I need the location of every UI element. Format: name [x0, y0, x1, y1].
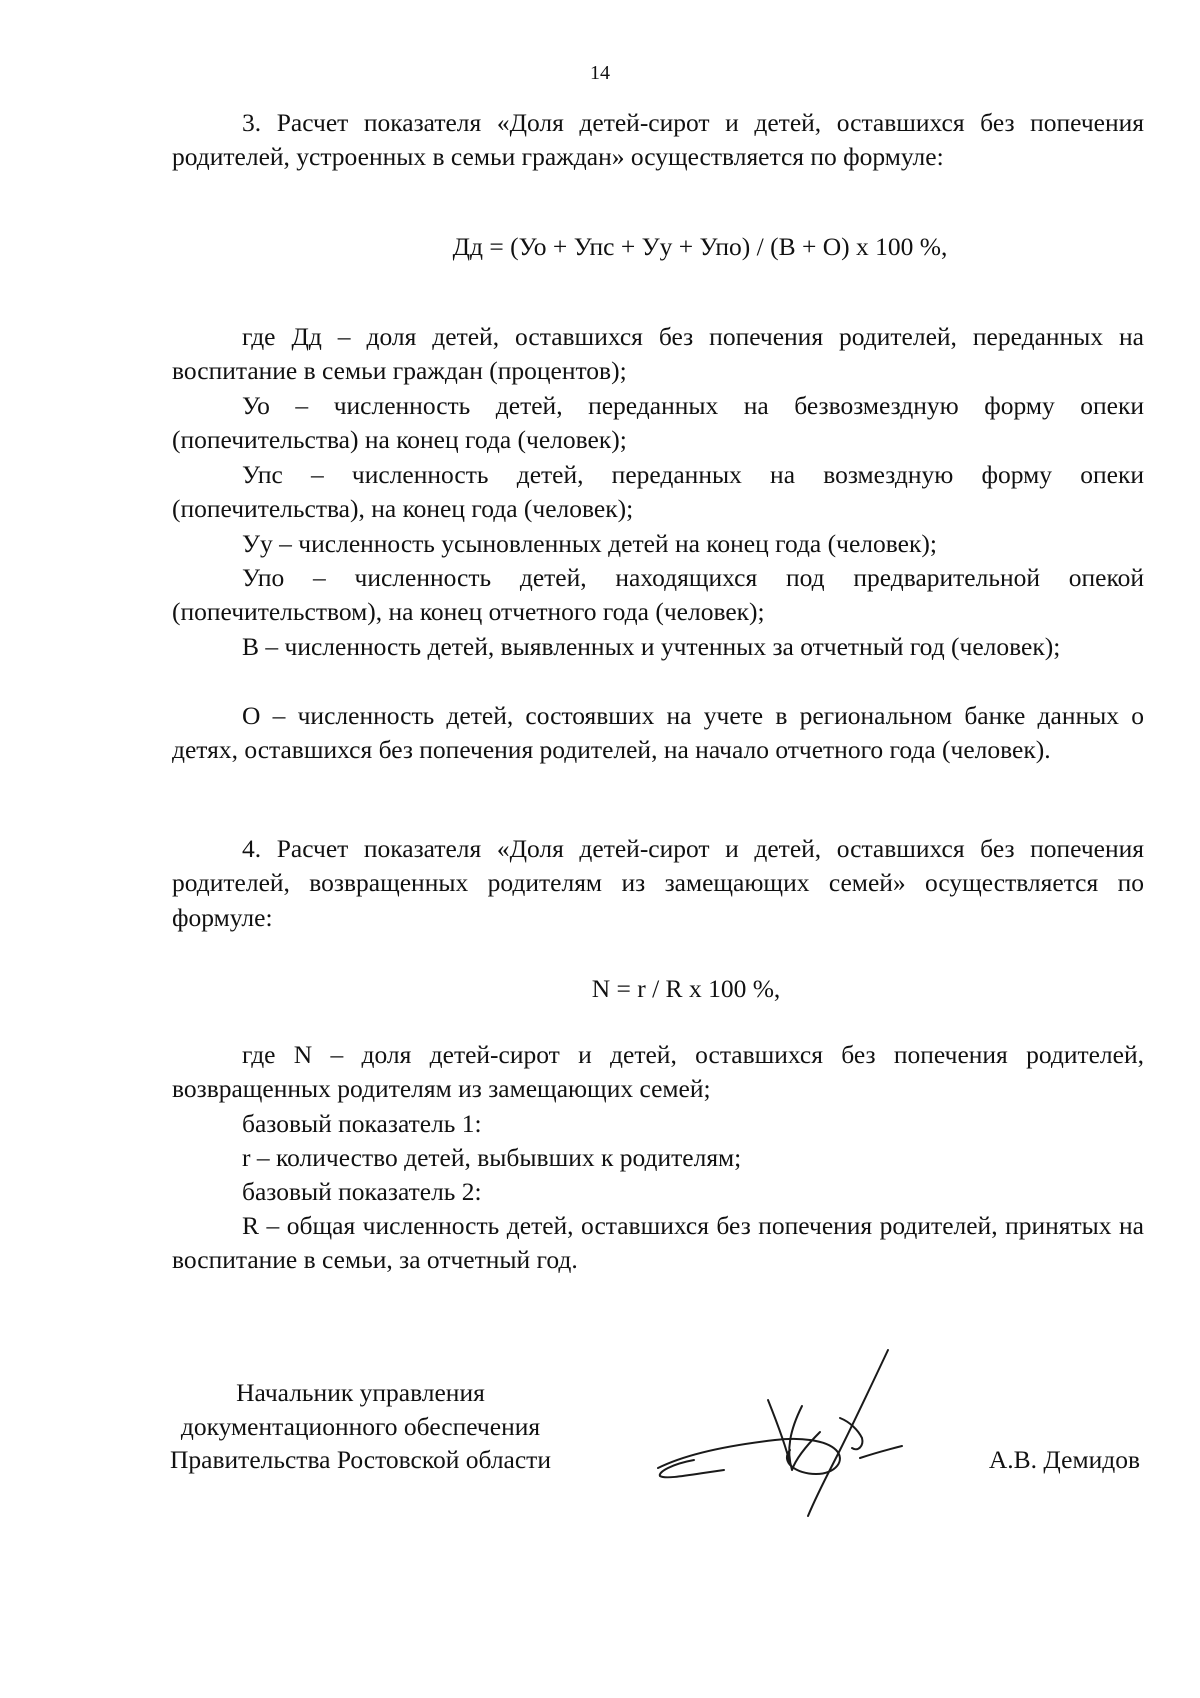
base-indicator-1: базовый показатель 1:: [242, 1109, 482, 1138]
signature-title-line: Правительства Ростовской области: [170, 1445, 551, 1474]
formula-n: N = r / R х 100 %,: [591, 974, 781, 1003]
signature-title-line: документационного обеспечения: [180, 1411, 541, 1441]
definition-upo: Упо – численность детей, находящихся под предварительной опекой (попечительством), на конец отчетного года (человек);: [172, 563, 1144, 627]
section-3-intro: 3. Расчет показателя «Доля детей-сирот и детей, оставшихся без попечения родителей, устроенных в семьи граждан» осуществляется по формуле:: [172, 108, 1144, 172]
definition-ups: Упс – численность детей, переданных на возмездную форму опеки (попечительства), на конец года (человек);: [172, 460, 1144, 524]
base-indicator-2: базовый показатель 2:: [242, 1177, 482, 1206]
formula-dd: Дд = (Уо + Упс + Уу + Упо) / (В + О) х 100 %,: [452, 232, 948, 261]
handwritten-signature: [650, 1340, 940, 1520]
page-number: 14: [590, 62, 610, 84]
definition-v: В – численность детей, выявленных и учтенных за отчетный год (человек);: [242, 632, 1061, 661]
signature-title: [170, 1376, 551, 1477]
definition-uu: Уу – численность усыновленных детей на конец года (человек);: [242, 529, 937, 558]
definition-uo: Уо – численность детей, переданных на безвозмездную форму опеки (попечительства) на конец года (человек);: [172, 391, 1144, 455]
definition-dd: где Дд – доля детей, оставшихся без попечения родителей, переданных на воспитание в семьи граждан (процентов);: [172, 322, 1144, 386]
definition-r-large: R – общая численность детей, оставшихся без попечения родителей, принятых на воспитание в семьи, за отчетный год.: [172, 1211, 1144, 1275]
signatory-name: А.В. Демидов: [988, 1445, 1140, 1474]
definition-n: где N – доля детей-сирот и детей, оставшихся без попечения родителей, возвращенных родителям из замещающих семей;: [172, 1040, 1144, 1104]
definition-r-small: r – количество детей, выбывших к родителям;: [242, 1143, 742, 1172]
definition-o: О – численность детей, состоявших на учете в региональном банке данных о детях, оставшихся без попечения родителей, на начало отчетного года (человек).: [172, 701, 1144, 765]
section-4-intro: 4. Расчет показателя «Доля детей-сирот и детей, оставшихся без попечения родителей, возвращенных родителям из замещающих семей» осуществляется по формуле:: [172, 834, 1144, 932]
signature-title-line: Начальник управления: [236, 1378, 485, 1407]
